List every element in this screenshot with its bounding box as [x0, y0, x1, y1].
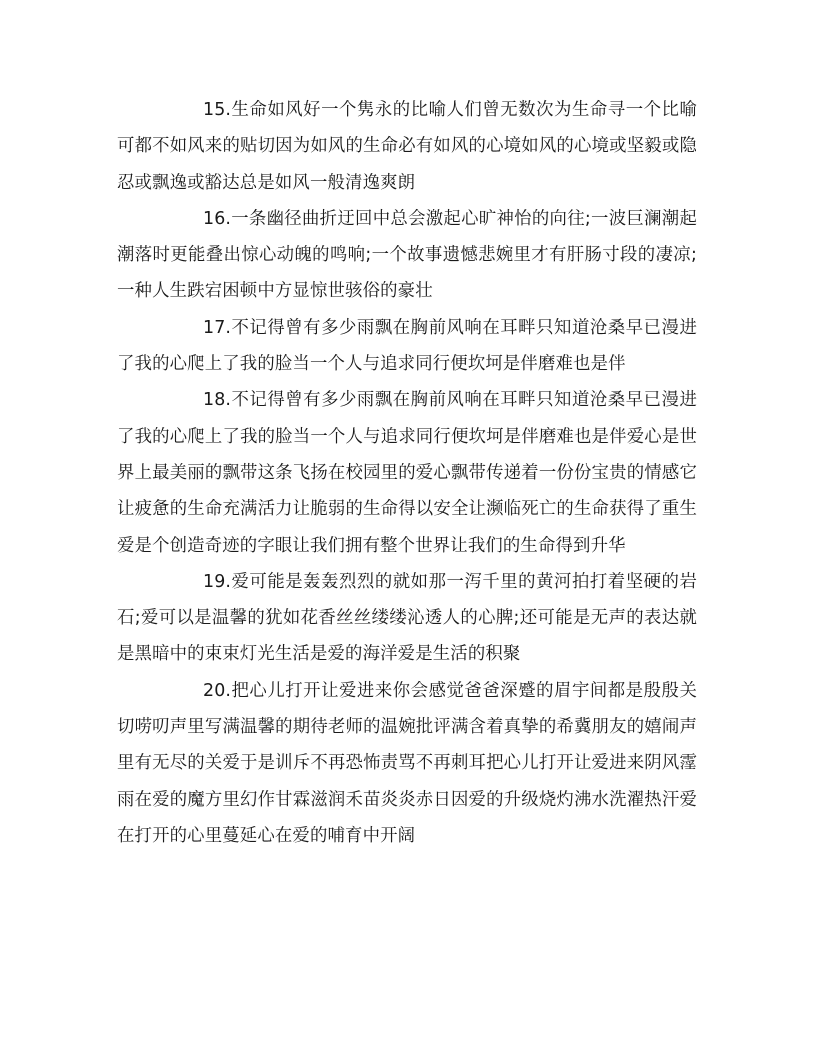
paragraph-17: 17.不记得曾有多少雨飘在胸前风响在耳畔只知道沧桑早已漫进了我的心爬上了我的脸当一个人与追求同行便坎坷是伴磨难也是伴	[117, 317, 697, 375]
paragraph-15: 15.生命如风好一个隽永的比喻人们曾无数次为生命寻一个比喻可都不如风来的贴切因为如风的生命必有如风的心境如风的心境或坚毅或隐忍或飘逸或豁达总是如风一般清逸爽朗	[117, 100, 697, 193]
paragraph-19: 19.爱可能是轰轰烈烈的就如那一泻千里的黄河拍打着坚硬的岩石;爱可以是温馨的犹如花香丝丝缕缕沁透人的心脾;还可能是无声的表达就是黑暗中的束束灯光生活是爱的海洋爱是生活的积聚	[117, 571, 697, 665]
paragraph-18: 18.不记得曾有多少雨飘在胸前风响在耳畔只知道沧桑早已漫进了我的心爬上了我的脸当一个人与追求同行便坎坷是伴磨难也是伴爱心是世界上最美丽的飘带这条飞扬在校园里的爱心飘带传递着一份份宝贵的情感它让疲惫的生命充满活力让脆弱的生命得以安全让濒临死亡的生命获得了重生爱是个创造奇迹的字眼让我们拥有整个世界让我们的生命得到升华	[117, 390, 697, 556]
paragraph-16: 16.一条幽径曲折迂回中总会激起心旷神怡的向往;一波巨澜潮起潮落时更能叠出惊心动魄的鸣响;一个故事遗憾悲婉里才有肝肠寸段的凄凉;一种人生跌宕困顿中方显惊世骇俗的豪壮	[117, 208, 697, 302]
document-body	[117, 92, 697, 854]
paragraph-20: 20.把心儿打开让爱进来你会感觉爸爸深蹙的眉宇间都是殷殷关切唠叨声里写满温馨的期待老师的温婉批评满含着真挚的希冀朋友的嬉闹声里有无尽的关爱于是训斥不再恐怖责骂不再刺耳把心儿打开让爱进来阴风霪雨在爱的魔方里幻作甘霖滋润禾苗炎炎赤日因爱的升级烧灼沸水洗濯热汗爱在打开的心里蔓延心在爱的哺育中开阔	[117, 680, 697, 846]
